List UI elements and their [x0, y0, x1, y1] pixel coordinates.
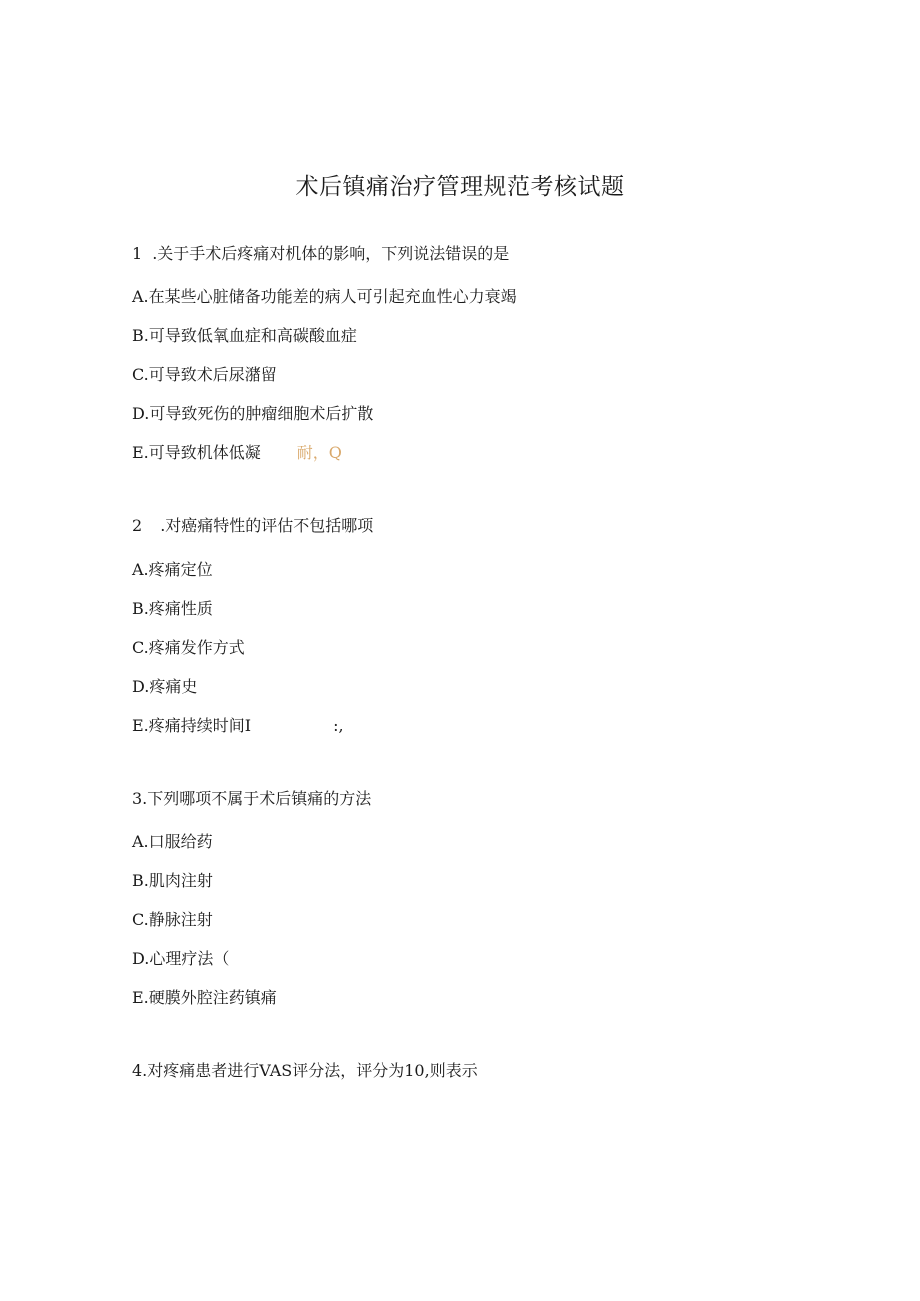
question-text: 关于手术后疼痛对机体的影响，下列说法错误的是	[157, 244, 510, 263]
question-text: 对癌痛特性的评估不包括哪项	[165, 516, 374, 535]
question-2-option-a: A.疼痛定位	[132, 560, 213, 579]
option-text: E.疼痛持续时间I	[132, 716, 252, 735]
question-2-option-b: B.疼痛性质	[132, 599, 213, 618]
option-text: E.可导致机体低凝	[132, 443, 261, 462]
question-1-option-c: C.可导致术后尿潴留	[132, 365, 277, 384]
question-number: 1	[132, 244, 143, 263]
handwritten-mark: 耐，Q	[296, 443, 342, 462]
question-3-option-a: A.口服给药	[132, 832, 213, 851]
question-separator: .	[160, 516, 166, 535]
stray-mark: :,	[333, 716, 344, 735]
question-2-option-d: D.疼痛史	[132, 677, 198, 696]
question-1-stem	[132, 244, 509, 264]
question-2-stem	[132, 516, 373, 536]
question-3-option-b: B.肌肉注射	[132, 871, 213, 890]
question-4-stem: 4.对疼痛患者进行VAS评分法，评分为10,则表示	[132, 1061, 478, 1080]
question-1-option-d: D.可导致死伤的肿瘤细胞术后扩散	[132, 404, 374, 423]
question-3-option-d: D.心理疗法（	[132, 949, 230, 968]
question-3-stem: 3.下列哪项不属于术后镇痛的方法	[132, 789, 372, 808]
question-2-option-e	[132, 716, 344, 736]
question-1-option-a: A.在某些心脏储备功能差的病人可引起充血性心力衰竭	[132, 287, 517, 306]
question-1-option-b: B.可导致低氧血症和高碳酸血症	[132, 326, 357, 345]
question-3-option-e: E.硬膜外腔注药镇痛	[132, 988, 277, 1007]
question-2-option-c: C.疼痛发作方式	[132, 638, 245, 657]
question-3-option-c: C.静脉注射	[132, 910, 213, 929]
question-number: 2	[132, 516, 143, 535]
question-1-option-e	[132, 443, 342, 463]
question-separator: .	[152, 244, 158, 263]
page-title: 术后镇痛治疗管理规范考核试题	[295, 174, 625, 200]
